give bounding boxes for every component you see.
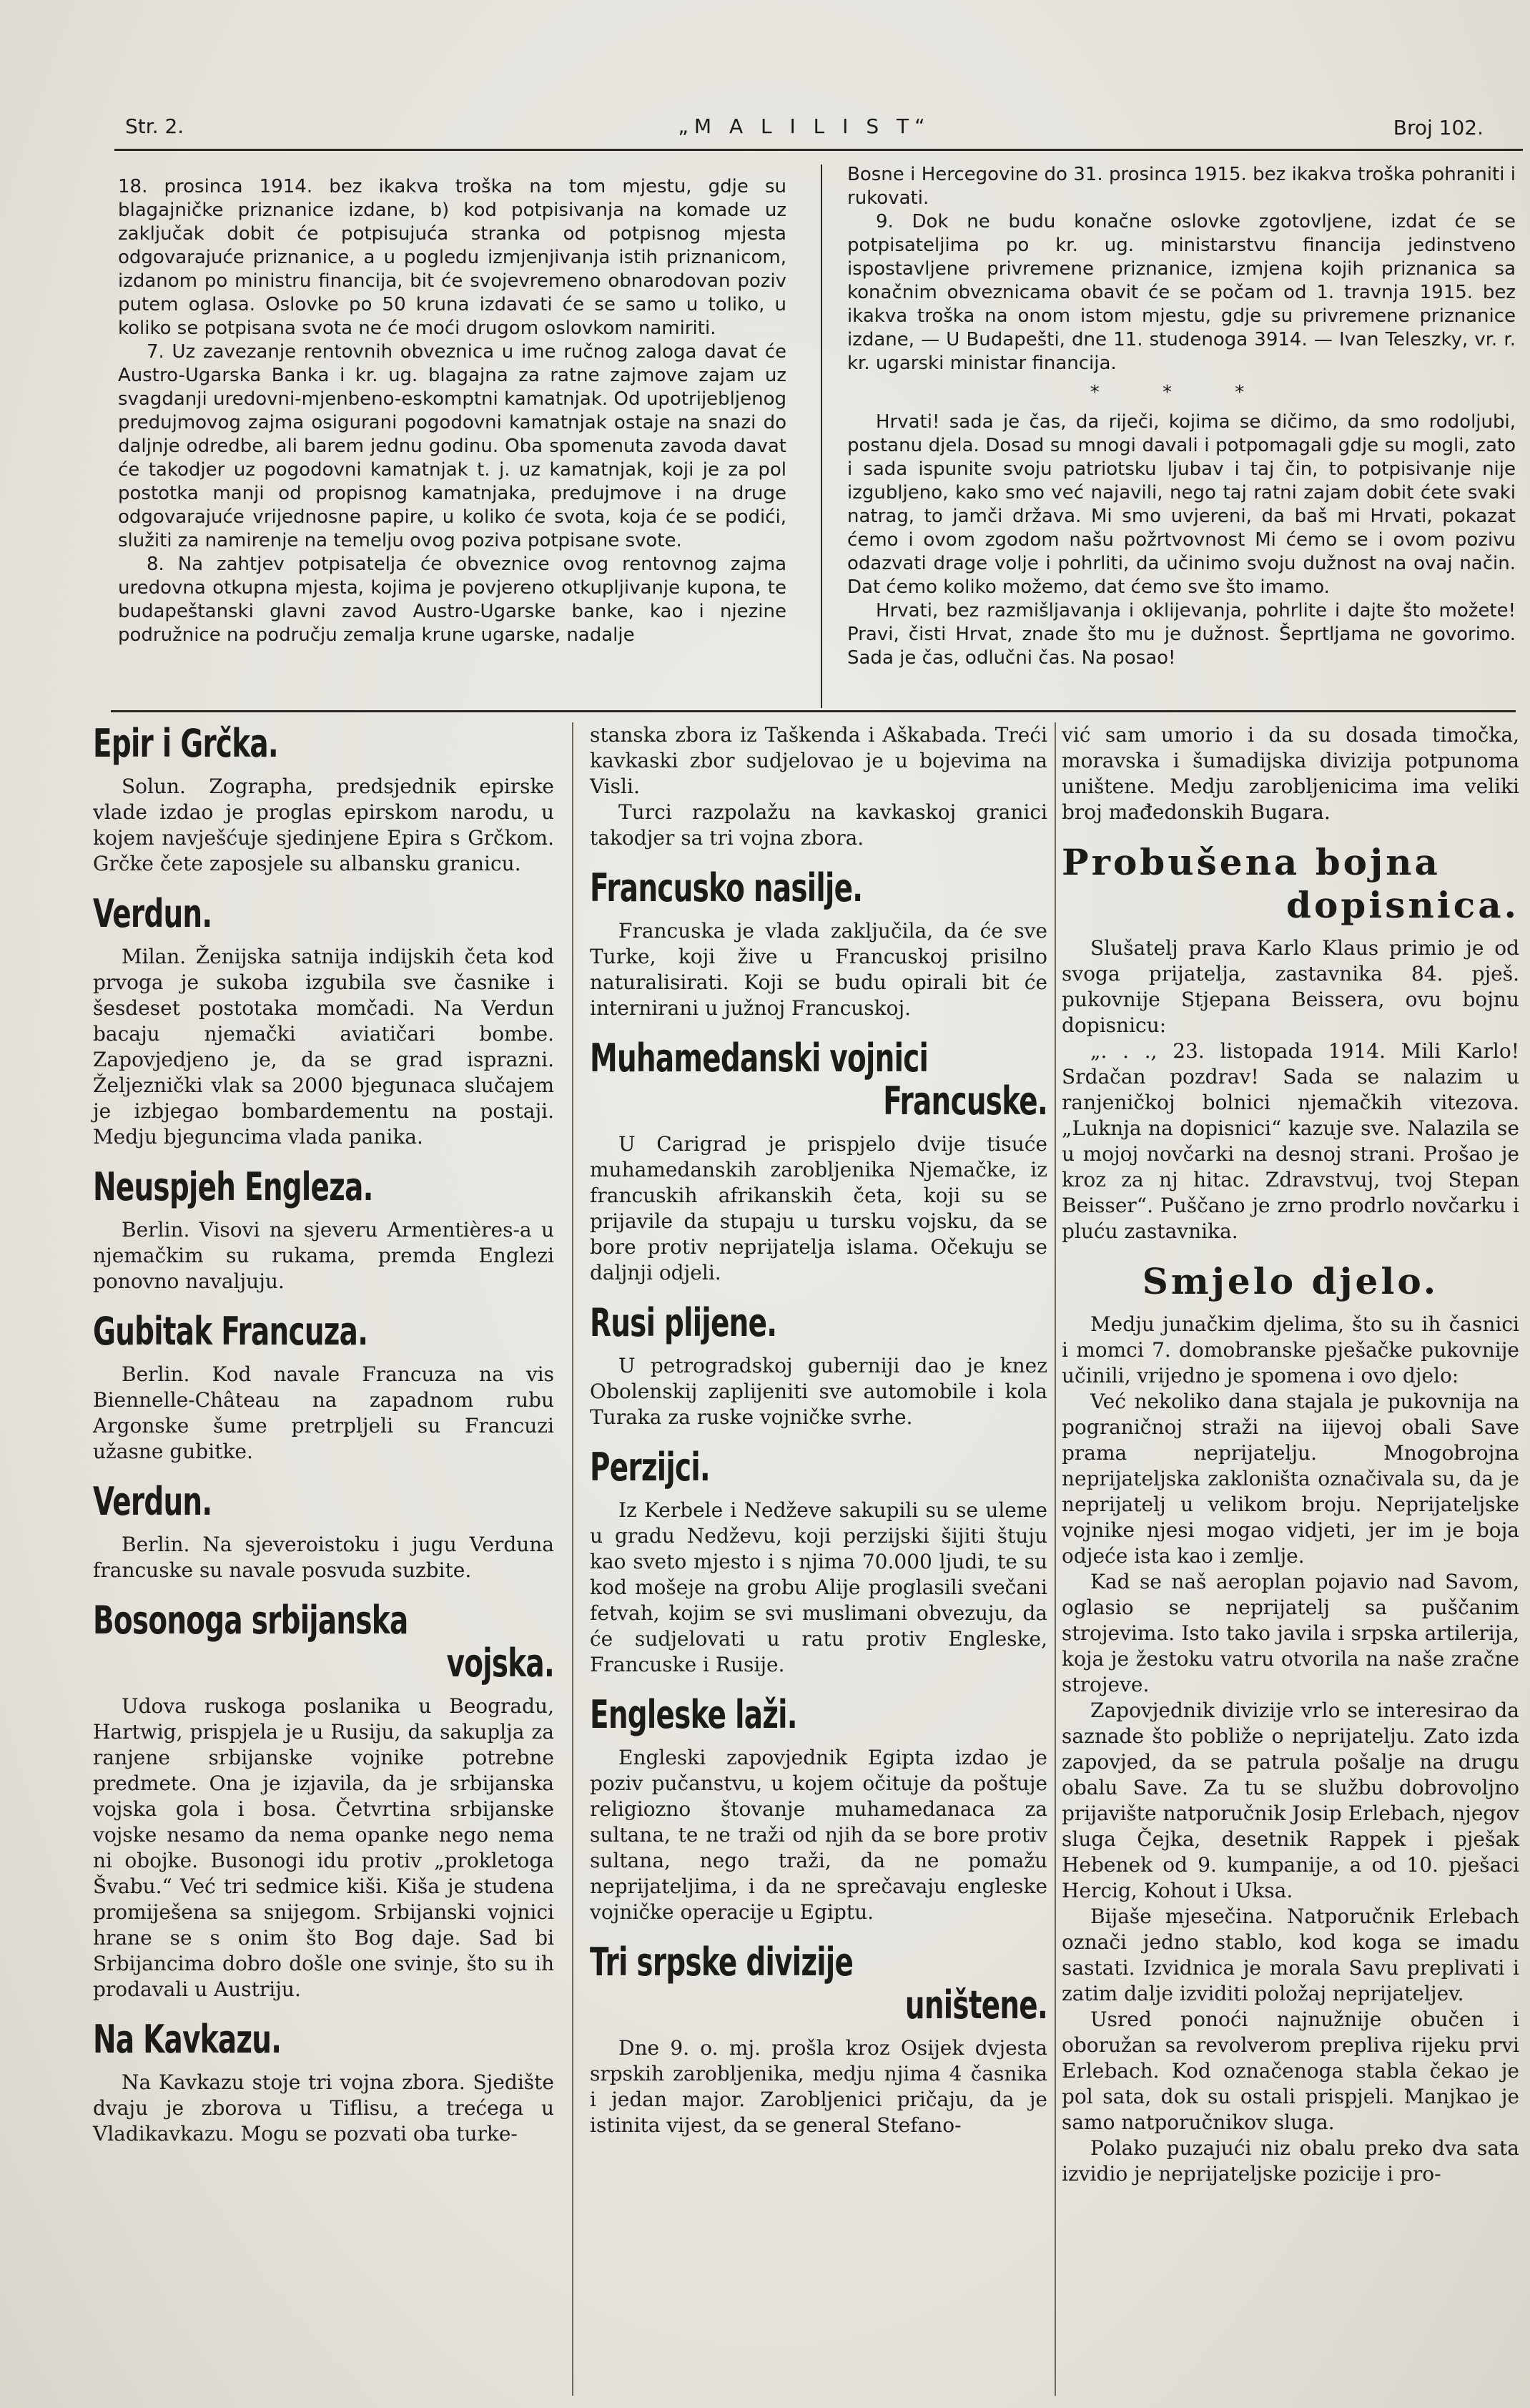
headline: Verdun. — [93, 1479, 212, 1524]
loan-notice-right — [847, 163, 1516, 670]
article-text: Solun. Zographa, predsjednik epirske vlade izdao je proglas epirskom narodu, u kojem navješćuje sjedinjene Epira s Grčkom. Grčke čete zaposjele su albansku granicu. — [93, 775, 554, 875]
section-rule — [111, 710, 1516, 712]
article-text: Već nekoliko dana stajala je pukovnija na pograničnoj straži na iijevoj obali Save prama neprijatelju. Mnogobrojna neprijateljska zakloništa označivala su, da je neprijatelj u velikom broju. Neprijateljske vojnike njesi mogao vidjeti, jer im je boja odjeće ista kao i zemlje. — [1062, 1390, 1519, 1568]
article-text: Medju junačkim djelima, što su ih časnici i momci 7. domobranske pješačke pukovnije učinili, vrijedno je spomena i ovo djelo: — [1062, 1312, 1519, 1387]
article-text: Zapovjednik divizije vrlo se interesirao da saznade što pobliže o neprijatelju. Zato izda zapovjed, da se patrula pošalje na drugu obalu Save. Za tu se službu dobrovoljno prijavište natporučnik Josip Erlebach, njegov sluga Čejka, desetnik Rappek i pješak Hebenek od 9. kumpanije, a od 10. pješaci Hercig, Kohout i Uksa. — [1062, 1699, 1519, 1902]
article-text: Slušatelj prava Karlo Klaus primio je od svoga prijatelja, zastavnika 84. pješ. pukovnije Stjepana Beissera, ovu bojnu dopisnicu: — [1062, 936, 1519, 1037]
article-text: Milan. Ženijska satnija indijskih četa kod prvoga je sukoba izgubila sve časnike i šesdeset postotaka momčadi. Na Verdun bacaju njemački aviatičari bombe. Zapovjedjeno je, da se grad isprazni. Željeznički vlak sa 2000 bjegunaca slučajem je izbjegao bombardementu na postaji. Medju bjeguncima vlada panika. — [93, 945, 554, 1149]
headline: Engleske laži. — [590, 1692, 797, 1737]
page-number-label: Str. 2. — [125, 114, 184, 138]
news-column-3 — [1062, 722, 1519, 2187]
headline: vojska. — [446, 1641, 554, 1686]
article-text: Udova ruskoga poslanika u Beogradu, Hartwig, prispjela je u Rusiju, da sakuplja za ranjene srbijanske vojnike potrebne predmete. Ona je izjavila, da je srbijanska vojska gola i bosa. Četvrtina srbijanske vojske nesamo da nema opanke nego nema ni obojke. Busonogi idu protiv „prokletoga Švabu.“ Već tri sedmice kiši. Kiša je studena promiješena sa snijegom. Srbijanski vojnici hrane se s onim što Bog daje. Sad bi Srbijancima dobro došle one svinje, što su ih prodavali u Austriju. — [93, 1694, 554, 2001]
article-text: Bijaše mjesečina. Natporučnik Erlebach označi jedno stablo, kod koga se imadu sastati. Izvidnica je morala Savu preplivati i zatim dalje izviditi položaj neprijateljev. — [1062, 1905, 1519, 2005]
headline: Bosonoga srbijanska — [93, 1598, 408, 1643]
headline: Francuske. — [883, 1078, 1047, 1124]
news-column-2 — [590, 722, 1047, 2138]
loan-paragraph: 18. prosinca 1914. bez ikakva troška na tom mjestu, gdje su blagajničke priznanice izdane, b) kod potpisivanja na komade uz zaključak dobit će potpisujuća stranka od potpisnog mjesta odgovarajuće priznanice, a u pogledu izmjenjivanja istih priznanicom, izdanom po ministru financija, bit će svojevremeno obnarodovan poziv putem oglasa. Oslovke po 50 kruna izdavati će se samo u toliko, u koliko se potpisana svota ne će moći drugom oslovkom namiriti. — [118, 176, 786, 339]
loan-paragraph: 9. Dok ne budu konačne oslovke zgotovljene, izdat će se potpisateljima po kr. ug. ministarstvu financija jedinstveno ispostavljene privremene priznanice, izmjena kojih priznanica sa konačnim obveznicama obavit će se počam od 1. travnja 1915. bez ikakva troška na onom istom mjestu, gdje su privremene priznanice izdane, — U Budapešti, dne 11. studenoga 3914. — Ivan Teleszky, vr. r. kr. ugarski ministar financija. — [847, 211, 1516, 374]
headline: Na Kavkazu. — [93, 2017, 282, 2062]
headline: Gubitak Francuza. — [93, 1309, 368, 1354]
headline: Probušena bojna — [1062, 841, 1441, 883]
article-text: Kad se naš aeroplan pojavio nad Savom, oglasio se neprijatelj sa puščanim strojevima. Isto tako javila i srpska artilerija, koja je žestoku vatru otvorila na naše zračne strojeve. — [1062, 1570, 1519, 1696]
headline: Verdun. — [93, 891, 212, 936]
column-divider — [572, 722, 573, 2396]
article-text: Engleski zapovjednik Egipta izdao je poziv pučanstvu, u kojem očituje da poštuje religiozno štovanje muhamedanaca za sultana, te ne traži od njih da se bore protiv sultana, nego traži, da ne pomažu neprijateljima, i da ne sprečavaju engleske vojničke operacije u Egiptu. — [590, 1746, 1047, 1924]
article-text: U petrogradskoj guberniji dao je knez Obolenskij zaplijeniti sve automobile i kola Turaka za ruske vojničke svrhe. — [590, 1354, 1047, 1429]
newspaper-title: „M A L I L I S T“ — [678, 114, 931, 138]
article-text: Polako puzajući niz obalu preko dva sata izvidio je neprijateljske pozicije i pro- — [1062, 2136, 1519, 2186]
header-rule — [114, 149, 1523, 151]
loan-paragraph: Bosne i Hercegovine do 31. prosinca 1915. bez ikakva troška pohraniti i rukovati. — [847, 164, 1516, 209]
loan-paragraph: 7. Uz zavezanje rentovnih obveznica u ime ručnog zaloga davat će Austro-Ugarska Banka i kr. ug. blagajna za ratne zajmove zajam uz svagdanji uredovni-mjenbeno-eskomptni kamatnjak. Od upotrijebljenog predujmovog zajma osigurani pogodovni kamatnjak ostaje na snazi do daljnje odredbe, ali barem jednu godinu. Oba spomenuta zavoda davat će takodjer uz pogodovni kamatnjak t. j. uz kamatnjak, koji je za pol postotka manji od propisnog kamatnjaka, predujmove i na druge odgovarajuće vrijednosne papire, u koliko će svota, koja će se podići, služiti za namirenje na temelju ovog poziva potpisane svote. — [118, 341, 786, 551]
loan-paragraph: 8. Na zahtjev potpisatelja će obveznice ovog rentovnog zajma uredovna otkupna mjesta, kojima je povjereno otkupljivanje kupona, te budapeštanski glavni zavod Austro-Ugarske banke, kao i njezine podružnice na području zemalja krune ugarske, nadalje — [118, 554, 786, 646]
article-text: Berlin. Visovi na sjeveru Armentières-a u njemačkim su rukama, premda Englezi ponovno navaljuju. — [93, 1218, 554, 1293]
running-header — [125, 114, 1484, 150]
issue-number: Broj 102. — [1393, 116, 1484, 139]
appeal-paragraph: Hrvati! sada je čas, da riječi, kojima se dičimo, da smo rodoljubi, postanu djela. Dosad su mnogi davali i potpomagali gdje su mogli, zato i sada ispunite svoju patriotsku ljubav i taj čin, to potpisivanje nije izgubljeno, kako smo već najavili, nego taj ratni zajam dobit ćete svaki natrag, to jamči država. Mi smo uvjereni, da baš mi Hrvati, pokazat ćemo i ovom zgodom našu požrtvovnost Mi ćemo se i ovom pozivu odazvati drage volje i pohrliti, da učinimo svoju dužnost na ovaj način. Dat ćemo koliko možemo, dat ćemo sve što imamo. — [847, 411, 1516, 598]
headline: Neuspjeh Engleza. — [93, 1164, 373, 1209]
article-text: U Carigrad je prispjelo dvije tisuće muhamedanskih zarobljenika Njemačke, iz francuskih afrikanskih četa, koji su se prijavile da stupaju u tursku vojsku, da se bore protiv neprijatelja islama. Očekuju se daljnji odjeli. — [590, 1132, 1047, 1284]
headline: dopisnica. — [1285, 884, 1519, 926]
headline: Smjelo djelo. — [1142, 1260, 1439, 1302]
article-text: stanska zbora iz Taškenda i Aškabada. Treći kavkaski zbor sudjelovao je u bojevima na Visli. — [590, 723, 1047, 798]
headline: Muhamedanski vojnici — [590, 1036, 929, 1081]
column-divider — [821, 164, 822, 708]
appeal-paragraph: Hrvati, bez razmišljavanja i oklijevanja, pohrlite i dajte što možete! Pravi, čisti Hrvat, znade što mu je dužnost. Šeprtljama ne govorimo. Sada je čas, odlučni čas. Na posao! — [847, 600, 1516, 669]
article-text: Berlin. Kod navale Francuza na vis Biennelle-Château na zapadnom rubu Argonske šume pretrpljeli su Francuzi užasne gubitke. — [93, 1362, 554, 1463]
headline: Epir i Grčka. — [93, 721, 278, 766]
headline: Rusi plijene. — [590, 1300, 777, 1345]
article-text: Turci razpolažu na kavkaskoj granici takodjer sa tri vojna zbora. — [590, 800, 1047, 850]
article-text: Francuska je vlada zaključila, da će sve Turke, koji žive u Francuskoj prisilno naturalisirati. Koji se budu opirali bit će internirani u južnoj Francuskoj. — [590, 919, 1047, 1020]
article-text: Usred ponoći najnužnije obučen i oboružan sa revolverom prepliva rijeku prvi Erlebach. Kod označenoga stabla čekao je pol sata, dok su ostali prispjeli. Manjkao je samo natporučnikov sluga. — [1062, 2008, 1519, 2134]
loan-notice-left — [118, 175, 786, 647]
article-text: Iz Kerbele i Nedževe sakupili su se uleme u gradu Nedževu, koji perzijski šijiti štuju kao sveto mjesto i s njima 70.000 ljudi, te su kod mošeje na grobu Alije proglasili svečani fetvah, kojim se svi muslimani obvezuju, da će sudjelovati u ratu protiv Engleske, Francuske i Rusije. — [590, 1498, 1047, 1676]
article-text: Dne 9. o. mj. prošla kroz Osijek dvjesta srpskih zarobljenika, medju njima 4 časnika i jedan major. Zarobljenici pričaju, da je istinita vijest, da se general Stefano- — [590, 2036, 1047, 2137]
article-text: vić sam umorio i da su dosada timočka, moravska i šumadijska divizija potpunoma uništene. Medju zarobljenicima ima veliki broj mađedonskih Bugara. — [1062, 723, 1519, 824]
headline: Perzijci. — [590, 1445, 710, 1490]
letter-text: „. . ., 23. listopada 1914. Mili Karlo! Srdačan pozdrav! Sada se nalazim u ranjeničkoj bolnici njemačkih vitezova. „Luknja na dopisnici“ kazuje sve. Nalazila se u mojoj novčarki na desnoj strani. Prošao je kroz za nj hitac. Zdravstvuj, tvoj Stepan Beisser“. Puščano je zrno prodrlo novčarku i pluću zastavnika. — [1062, 1039, 1519, 1243]
news-column-1 — [93, 722, 554, 2147]
headline: Francusko nasilje. — [590, 865, 863, 910]
headline: uništene. — [904, 1982, 1047, 2028]
section-separator: * * * — [1090, 382, 1273, 403]
column-divider — [1055, 722, 1056, 2396]
article-text: Na Kavkazu stoje tri vojna zbora. Sjedište dvaju je zborova u Tiflisu, a trećega u Vladikavkazu. Mogu se pozvati oba turke- — [93, 2070, 554, 2146]
headline: Tri srpske divizije — [590, 1940, 854, 1985]
article-text: Berlin. Na sjeveroistoku i jugu Verduna francuske su navale posvuda suzbite. — [93, 1533, 554, 1582]
